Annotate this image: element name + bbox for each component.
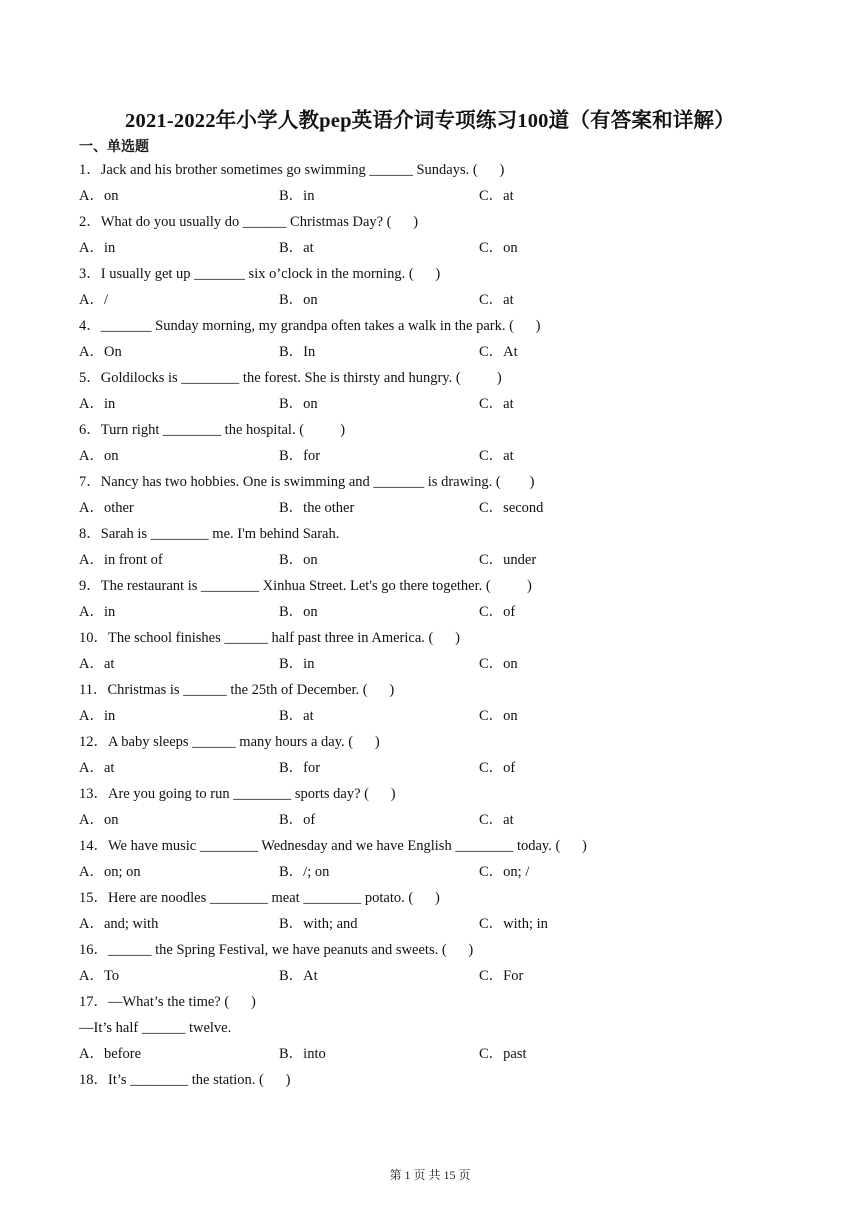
question-stem: 3．I usually get up _______ six o’clock in the morning. ( ) <box>79 266 441 282</box>
option-c: C．of <box>479 604 516 620</box>
option-b: B．in <box>279 188 315 204</box>
question-stem: 5．Goldilocks is ________ the forest. She is thirsty and hungry. ( ) <box>79 370 502 386</box>
option-c: C．of <box>479 760 516 776</box>
question-stem: 15．Here are noodles ________ meat ________ potato. ( ) <box>79 890 440 906</box>
option-c: C．with; in <box>479 916 548 932</box>
option-a: A．on <box>79 448 119 464</box>
option-a: A．on <box>79 188 119 204</box>
page-title: 2021-2022年小学人教pep英语介词专项练习100道（有答案和详解） <box>125 110 735 132</box>
question-stem: 16．______ the Spring Festival, we have peanuts and sweets. ( ) <box>79 942 474 958</box>
option-b: B．at <box>279 240 314 256</box>
question-stem: 17．—What’s the time? ( ) <box>79 994 256 1010</box>
option-c: C．second <box>479 500 544 516</box>
option-b: B．on <box>279 396 318 412</box>
option-a: A．on; on <box>79 864 141 880</box>
option-a: A．in <box>79 396 116 412</box>
question-stem: 12．A baby sleeps ______ many hours a day. ( ) <box>79 734 380 750</box>
option-c: C．at <box>479 448 514 464</box>
question-stem: 2．What do you usually do ______ Christmas Day? ( ) <box>79 214 419 230</box>
option-a: A．other <box>79 500 134 516</box>
option-b: B．for <box>279 448 321 464</box>
question-stem: 7．Nancy has two hobbies. One is swimming and _______ is drawing. ( ) <box>79 474 535 490</box>
question-stem: 10．The school finishes ______ half past three in America. ( ) <box>79 630 460 646</box>
option-a: A．in <box>79 604 116 620</box>
option-a: A．at <box>79 760 115 776</box>
option-a: A．in <box>79 240 116 256</box>
option-b: B．on <box>279 604 318 620</box>
option-c: C．on; / <box>479 864 530 880</box>
option-a: A．before <box>79 1046 142 1062</box>
option-a: A．and; with <box>79 916 159 932</box>
option-b: B．with; and <box>279 916 358 932</box>
option-b: B．In <box>279 344 316 360</box>
option-c: C．at <box>479 812 514 828</box>
option-b: B．in <box>279 656 315 672</box>
option-c: C．past <box>479 1046 527 1062</box>
option-b: B．the other <box>279 500 355 516</box>
option-c: C．For <box>479 968 524 984</box>
option-b: B．on <box>279 552 318 568</box>
question-stem: 13．Are you going to run ________ sports day? ( ) <box>79 786 396 802</box>
question-stem: 1．Jack and his brother sometimes go swimming ______ Sundays. ( ) <box>79 162 505 178</box>
option-c: C．at <box>479 188 514 204</box>
option-b: B．/; on <box>279 864 330 880</box>
question-stem-continued: —It’s half ______ twelve. <box>79 1020 232 1036</box>
option-c: C．At <box>479 344 518 360</box>
option-b: B．for <box>279 760 321 776</box>
question-stem: 18．It’s ________ the station. ( ) <box>79 1072 291 1088</box>
option-c: C．on <box>479 708 518 724</box>
option-a: A．at <box>79 656 115 672</box>
section-heading: 一、单选题 <box>79 139 149 155</box>
option-a: A．/ <box>79 292 108 308</box>
option-c: C．at <box>479 292 514 308</box>
option-a: A．in <box>79 708 116 724</box>
question-stem: 11．Christmas is ______ the 25th of December. ( ) <box>79 682 395 698</box>
question-stem: 6．Turn right ________ the hospital. ( ) <box>79 422 346 438</box>
question-stem: 14．We have music ________ Wednesday and we have English ________ today. ( ) <box>79 838 587 854</box>
option-a: A．On <box>79 344 122 360</box>
question-stem: 8．Sarah is ________ me. I'm behind Sarah. <box>79 526 340 542</box>
page-footer: 第 1 页 共 15 页 <box>389 1168 471 1182</box>
option-b: B．of <box>279 812 316 828</box>
option-c: C．at <box>479 396 514 412</box>
option-a: A．To <box>79 968 120 984</box>
option-b: B．at <box>279 708 314 724</box>
option-b: B．on <box>279 292 318 308</box>
option-c: C．on <box>479 240 518 256</box>
option-c: C．under <box>479 552 537 568</box>
question-stem: 4．_______ Sunday morning, my grandpa often takes a walk in the park. ( ) <box>79 318 541 334</box>
option-a: A．on <box>79 812 119 828</box>
question-stem: 9．The restaurant is ________ Xinhua Street. Let's go there together. ( ) <box>79 578 532 594</box>
option-a: A．in front of <box>79 552 163 568</box>
option-b: B．into <box>279 1046 326 1062</box>
option-c: C．on <box>479 656 518 672</box>
option-b: B．At <box>279 968 318 984</box>
